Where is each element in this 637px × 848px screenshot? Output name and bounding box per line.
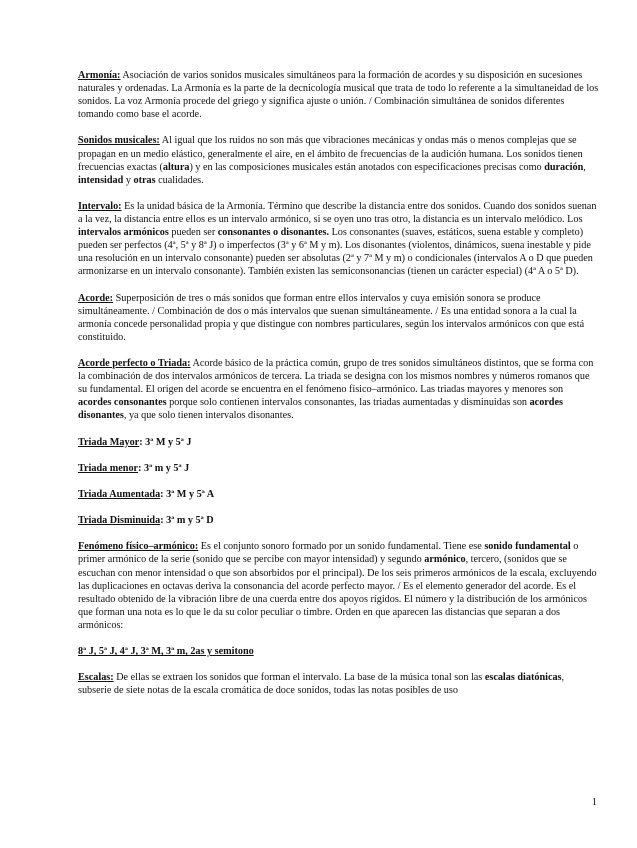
value-triada-disminuida: : 3ª m y 5ª D: [160, 515, 214, 527]
bold-otras: otras: [133, 174, 156, 186]
text-fenomeno-2: o primer armónico de la serie (sonido que se percibe con mayor intensidad) y segundo: [78, 541, 579, 566]
text-sonidos-1: Al igual que los ruidos no son más que vibraciones mecánicas y ondas más o menos complejas que se propagan en un medio elástico, generalmente el aire, en el ámbito de frecuencias de la audición humana. Los sonidos tienen frecuencias exactas (: [78, 135, 583, 173]
bold-acordes-consonantes: acordes consonantes: [78, 397, 167, 409]
text-triada-3: , ya que solo tienen intervalos disonantes.: [123, 410, 294, 422]
term-acorde: Acorde:: [78, 292, 114, 304]
text-fenomeno-3: , tercero, (sonidos que se escuchan con menor intensidad o que son absorbidos por el principal). De los seis primeros armónicos de la escala, excluyendo las duplicaciones en octavas deriva la consonancia del acorde perfecto mayor. / Es el elemento generador del acorde. Es el resultado obtenido de la vibración libre de una cuerda entre dos apoyos rígidos. El número y la distribución de los armónicos que forman una nota es lo que le da su color peculiar o timbre. Orden en que aparecen las distancias que separan a dos armónicos:: [78, 554, 597, 631]
term-armonia: Armonía:: [78, 70, 121, 81]
paragraph-escalas: [78, 671, 599, 697]
bold-intensidad: intensidad: [78, 174, 124, 186]
paragraph-intervalo: [78, 200, 599, 279]
paragraph-fenomeno: [78, 540, 599, 632]
text-sonidos-2: ) y en las composiciones musicales están anotados con especificaciones precisas como: [189, 161, 545, 173]
term-acorde-perfecto: Acorde perfecto o Triada:: [78, 358, 191, 370]
term-fenomeno: Fenómeno físico–armónico:: [78, 541, 199, 553]
distancias-armonicos: 8ª J, 5ª J, 4ª J, 3ª M, 3ª m, 2as y semitono: [78, 646, 254, 658]
text-sonidos-4: y: [123, 174, 134, 186]
bold-intervalos-armonicos: intervalos armónicos: [78, 227, 169, 239]
text-fenomeno-1: Es el conjunto sonoro formado por un sonido fundamental. Tiene ese: [198, 541, 485, 553]
text-triada-2: porque solo contienen intervalos consonantes, las triadas aumentadas y disminuidas son: [166, 397, 530, 409]
bold-acordes-disonantes: acordes disonantes: [78, 397, 563, 422]
text-sonidos-5: cualidades.: [155, 174, 204, 186]
text-sonidos-3: ,: [583, 161, 586, 173]
text-escalas-1: De ellas se extraen los sonidos que forman el intervalo. La base de la música tonal son las: [113, 672, 485, 684]
paragraph-sonidos-musicales: [78, 134, 599, 186]
triada-disminuida-line: [78, 514, 599, 527]
term-sonidos-musicales: Sonidos musicales:: [78, 135, 160, 147]
term-triada-disminuida: Triada Disminuida: [78, 515, 161, 527]
distancias-line: [78, 645, 599, 658]
value-triada-mayor: : 3ª M y 5ª J: [139, 436, 192, 448]
term-triada-menor: Triada menor: [78, 462, 139, 474]
term-triada-mayor: Triada Mayor: [78, 436, 140, 448]
text-escalas-2: , subserie de siete notas de la escala cromática de doce sonidos, todas las notas posibles de uso: [78, 672, 565, 697]
text-triada-1: Acorde básico de la práctica común, grupo de tres sonidos simultáneos distintos, que se forma con la combinación de dos intervalos armónicos de tercera. La triada se designa con los mismos nombres y números romanos que su fundamental. El origen del acorde se encuentra en el fenómeno físico–armónico. Las triadas mayores y menores son: [78, 358, 594, 396]
text-intervalo-2: pueden ser: [168, 227, 218, 239]
bold-armonico: armónico: [424, 554, 466, 566]
bold-consonantes-disonantes: consonantes o disonantes.: [217, 227, 330, 239]
text-armonia: Asociación de varios sonidos musicales simultáneos para la formación de acordes y su disposición en sucesiones naturales y ordenadas. La Armonía es la parte de la decnicología musical que trata de todo lo referente a la simultaneidad de los sonidos. La voz Armonía procede del griego y significa ajuste o unión. / Combinación simultánea de sonidos diferentes tomando como base el acorde.: [78, 70, 599, 121]
value-triada-aumentada: : 3ª M y 5ª A: [160, 489, 215, 500]
term-intervalo: Intervalo:: [78, 200, 122, 212]
paragraph-acorde: [78, 292, 599, 344]
value-triada-menor: : 3ª m y 5ª J: [138, 462, 190, 474]
term-triada-aumentada: Triada Aumentada: [78, 489, 161, 500]
bold-escalas-diatonicas: escalas diatónicas: [484, 672, 562, 684]
paragraph-armonia: [78, 69, 599, 121]
bold-altura: altura: [162, 161, 190, 173]
bold-sonido-fundamental: sonido fundamental: [484, 541, 571, 553]
text-intervalo-1: Es la unidad básica de la Armonía. Término que describe la distancia entre dos sonidos. Cuando dos sonidos suenan a la vez, la distancia entre ellos es un intervalo armónico, si se oyen uno tras otro, la distancia es un intervalo melódico. Los: [78, 200, 597, 226]
term-escalas: Escalas:: [78, 672, 114, 684]
triada-mayor-line: [78, 436, 599, 449]
paragraph-triada: [78, 357, 599, 422]
bold-duracion: duración: [544, 161, 584, 173]
triada-menor-line: [78, 462, 599, 475]
document-body: [78, 69, 599, 711]
triada-aumentada-line: [78, 488, 599, 501]
page-number: 1: [591, 797, 597, 808]
text-intervalo-3: Los consonantes (suaves, estáticos, suena estable y completo) pueden ser perfectos (4ª, 5ª y 8ª J) o imperfectos (3ª y 6ª M y m). Los disonantes (violentos, dinámicos, suena inestable y pide una resolución en un intervalo consonante) pueden ser absolutas (2ª y 7ª M y m) o condicionales (intervalos A o D que pueden armonizarse en un intervalo consonante). También existen las semiconsonancias (tienen un carácter especial) (4ª A o 5ª D).: [78, 227, 593, 278]
text-acorde: Superposición de tres o más sonidos que forman entre ellos intervalos y cuya emisión sonora se produce simultáneamente. / Combinación de dos o más intervalos que suenan simultáneamente. / Es una entidad sonora a la cual la armonía concede personalidad propia y que distingue con nombres particulares, según los intervalos armónicos con que está constituido.: [78, 292, 585, 343]
